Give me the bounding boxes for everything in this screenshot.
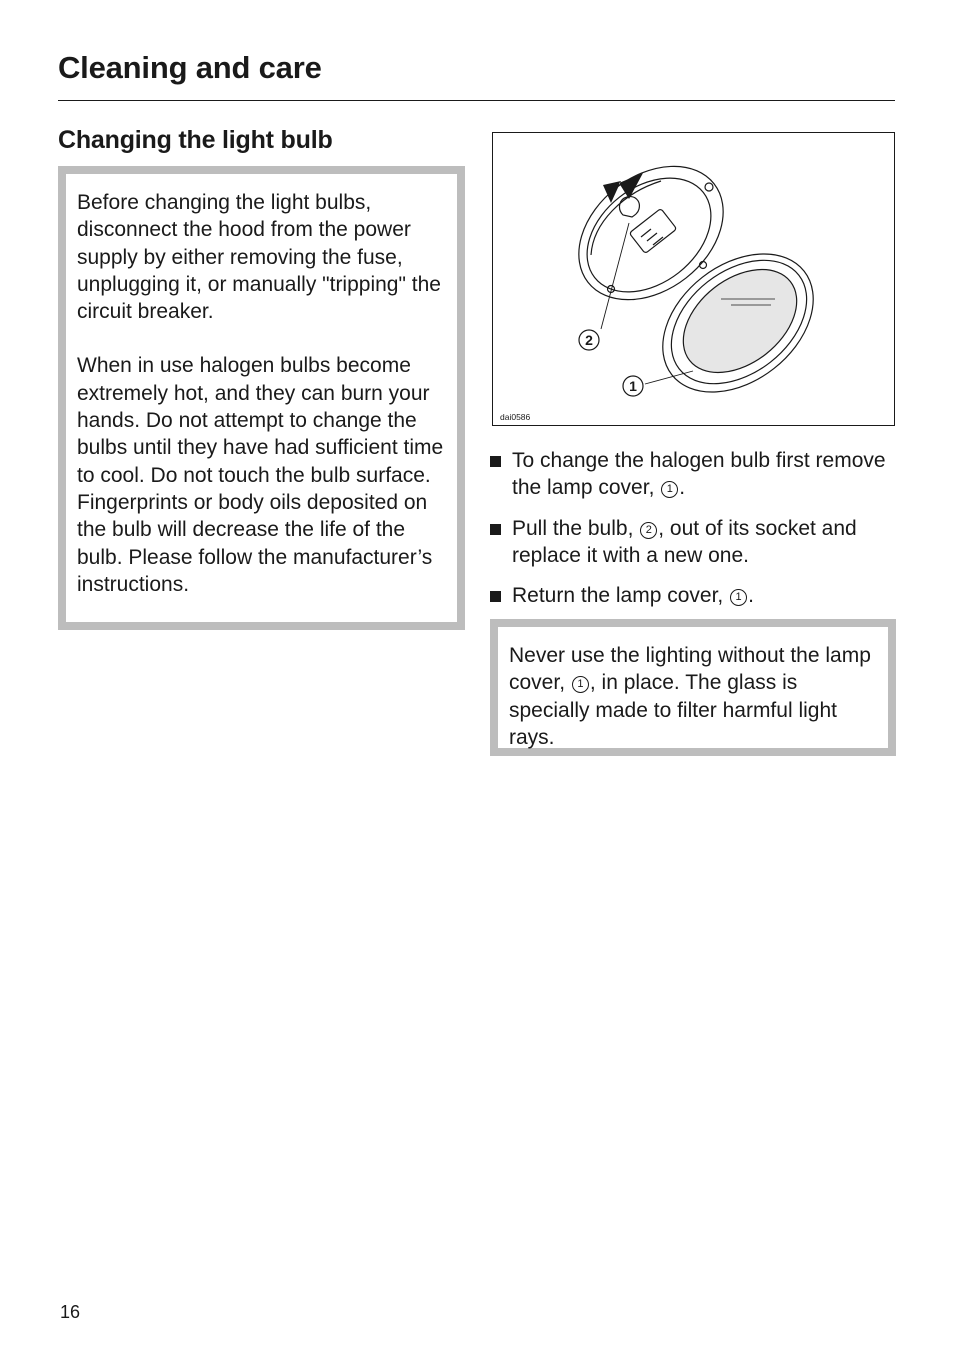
housing-clip xyxy=(705,183,713,191)
callout-leader-2 xyxy=(601,223,629,329)
callout-ref: 1 xyxy=(730,589,747,606)
warning-text: , in place. The glass is specially made to filter harmful light rays. xyxy=(509,671,837,749)
step-text: . xyxy=(748,584,754,608)
halogen-bulb xyxy=(620,197,640,217)
instruction-list xyxy=(490,447,900,622)
step-text: To change the halogen bulb first remove the lamp cover, xyxy=(512,449,886,500)
list-item xyxy=(490,582,900,609)
callout-leader-1 xyxy=(645,371,693,384)
warning-paragraph: When in use halogen bulbs become extremely hot, and they can burn your hands. Do not attempt to change the bulbs until they have had sufficient time to cool. Do not touch the bulb surface. Fingerprints or body oils deposited on the bulb will decrease the life of the bulb. Please follow the manufacturer’s instructions. xyxy=(77,354,444,596)
power-warning-box xyxy=(58,166,465,630)
socket xyxy=(629,208,677,253)
callout-ref: 2 xyxy=(640,522,657,539)
warning-paragraph: Before changing the light bulbs, disconnect the hood from the power supply by either removing the fuse, unplugging it, or manually "tripping" the circuit breaker. xyxy=(77,191,441,324)
step-text: Return the lamp cover, xyxy=(512,584,730,608)
figure-code: dai0586 xyxy=(500,412,531,422)
warning-paragraph xyxy=(509,642,880,751)
step-text: , out of its socket and replace it with a new one. xyxy=(512,516,857,567)
title-divider xyxy=(58,100,895,101)
cover-warning-box xyxy=(490,619,896,756)
callout-ref: 1 xyxy=(572,676,589,693)
callout-1-label: 1 xyxy=(629,378,637,394)
step-text: Pull the bulb, xyxy=(512,516,640,540)
list-item xyxy=(490,447,900,502)
page-title: Cleaning and care xyxy=(58,50,322,85)
callout-2-label: 2 xyxy=(585,332,593,348)
lamp-housing-inner xyxy=(565,155,733,316)
page-number: 16 xyxy=(60,1302,81,1322)
section-heading: Changing the light bulb xyxy=(58,126,333,154)
step-text: . xyxy=(679,476,686,500)
list-item xyxy=(490,515,900,570)
lamp-drawing xyxy=(493,133,896,427)
warning-text: Never use the lighting without the lamp cover, xyxy=(509,644,871,695)
lamp-illustration xyxy=(492,132,895,426)
callout-ref: 1 xyxy=(661,481,678,498)
